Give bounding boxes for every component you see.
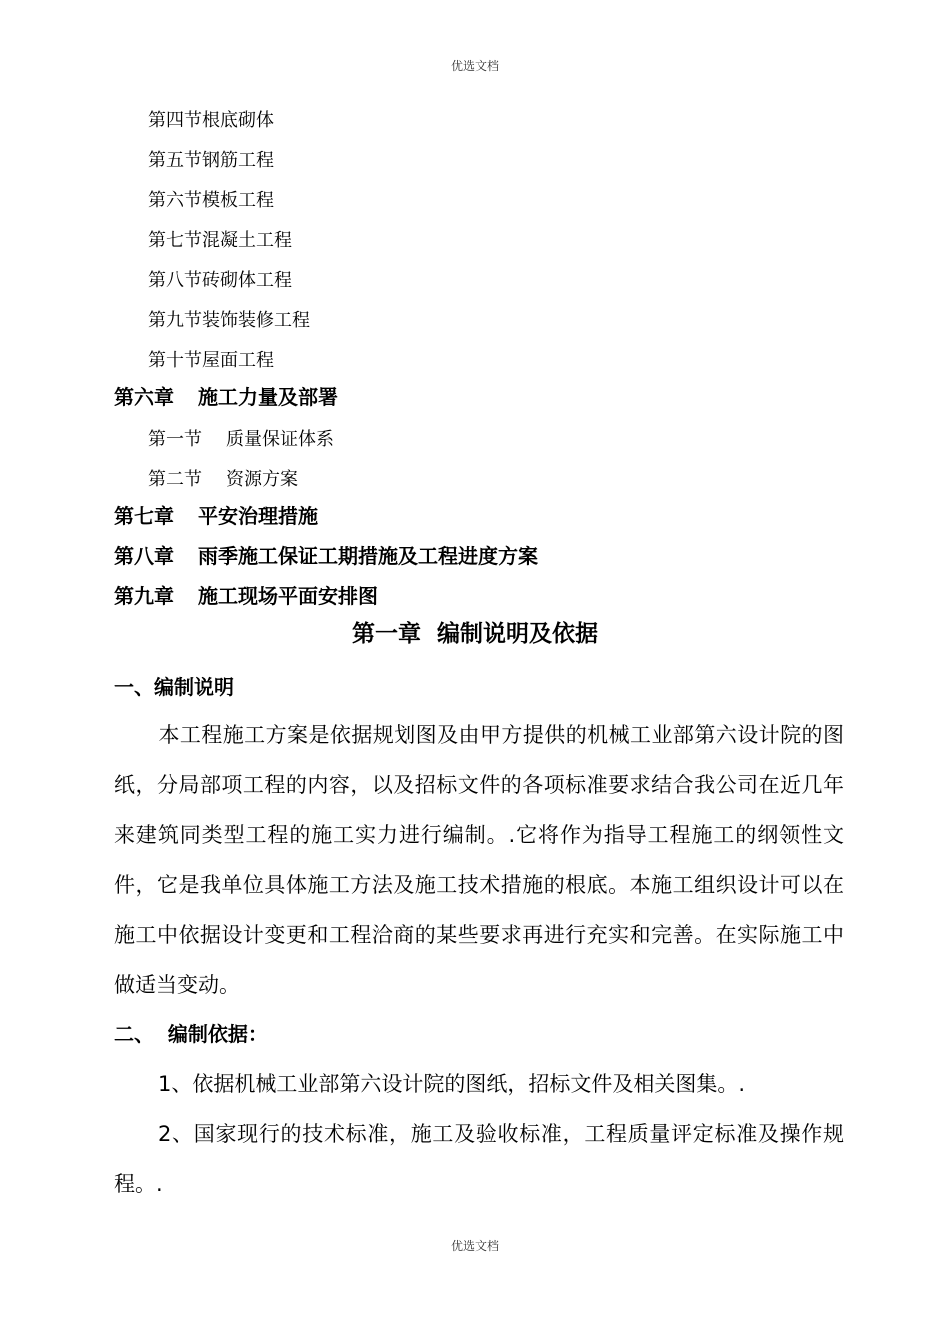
- toc-section-7: 第七节混凝土工程: [148, 230, 292, 251]
- page-footer: 优选文档: [450, 1239, 499, 1253]
- toc-chapter-6: [114, 384, 338, 410]
- section-title: 质量保证体系: [226, 429, 334, 450]
- section-number: 第一节: [148, 429, 202, 450]
- basis-item-1: [114, 1059, 844, 1109]
- chapter-number: 第六章: [114, 385, 174, 409]
- chapter-title: 平安治理措施: [198, 504, 318, 528]
- toc-chapter-8: [114, 543, 538, 569]
- explanation-text: 本工程施工方案是依据规划图及由甲方提供的机械工业部第六设计院的图纸，分局部项工程的内容，以及招标文件的各项标准要求结合我公司在近几年来建筑同类型工程的施工实力进行编制。.它将作为指导工程施工的纲领性文件，它是我单位具体施工方法及施工技术措施的根底。本施工组织设计可以在施工中依据设计变更和工程洽商的某些要求再进行充实和完善。在实际施工中做适当变动。: [114, 723, 844, 997]
- section-number: 第二节: [148, 469, 202, 490]
- chapter-number: 第九章: [114, 584, 174, 608]
- chapter-title: 施工力量及部署: [198, 385, 338, 409]
- basis-item-2-text: 2、国家现行的技术标准，施工及验收标准，工程质量评定标准及操作规程。.: [114, 1122, 844, 1196]
- page-header: 优选文档: [450, 59, 499, 73]
- toc-section-6: 第六节模板工程: [148, 190, 274, 211]
- explanation-paragraph: [114, 710, 844, 1010]
- section-heading-basis: 二、 编制依据：: [114, 1022, 268, 1046]
- basis-item-1-text: 1、依据机械工业部第六设计院的图纸，招标文件及相关图集。.: [158, 1072, 746, 1096]
- chapter-heading: 第一章 编制说明及依据: [351, 621, 598, 647]
- section-title: 资源方案: [226, 469, 298, 490]
- chapter-title: 雨季施工保证工期措施及工程进度方案: [198, 544, 538, 568]
- basis-item-2: [114, 1109, 844, 1209]
- toc-section-5: 第五节钢筋工程: [148, 150, 274, 171]
- toc-chapter-9: [114, 583, 378, 609]
- toc-section-8: 第八节砖砌体工程: [148, 270, 292, 291]
- toc-section-9: 第九节装饰装修工程: [148, 310, 310, 331]
- toc-section-resources: [148, 468, 298, 492]
- toc-chapter-7: [114, 503, 318, 529]
- chapter-title: 施工现场平面安排图: [198, 584, 378, 608]
- toc-section-quality: [148, 428, 334, 452]
- section-heading-explanation: 一、编制说明: [114, 675, 234, 699]
- toc-section-4: 第四节根底砌体: [148, 110, 274, 131]
- chapter-number: 第八章: [114, 544, 174, 568]
- toc-section-10: 第十节屋面工程: [148, 350, 274, 371]
- chapter-number: 第七章: [114, 504, 174, 528]
